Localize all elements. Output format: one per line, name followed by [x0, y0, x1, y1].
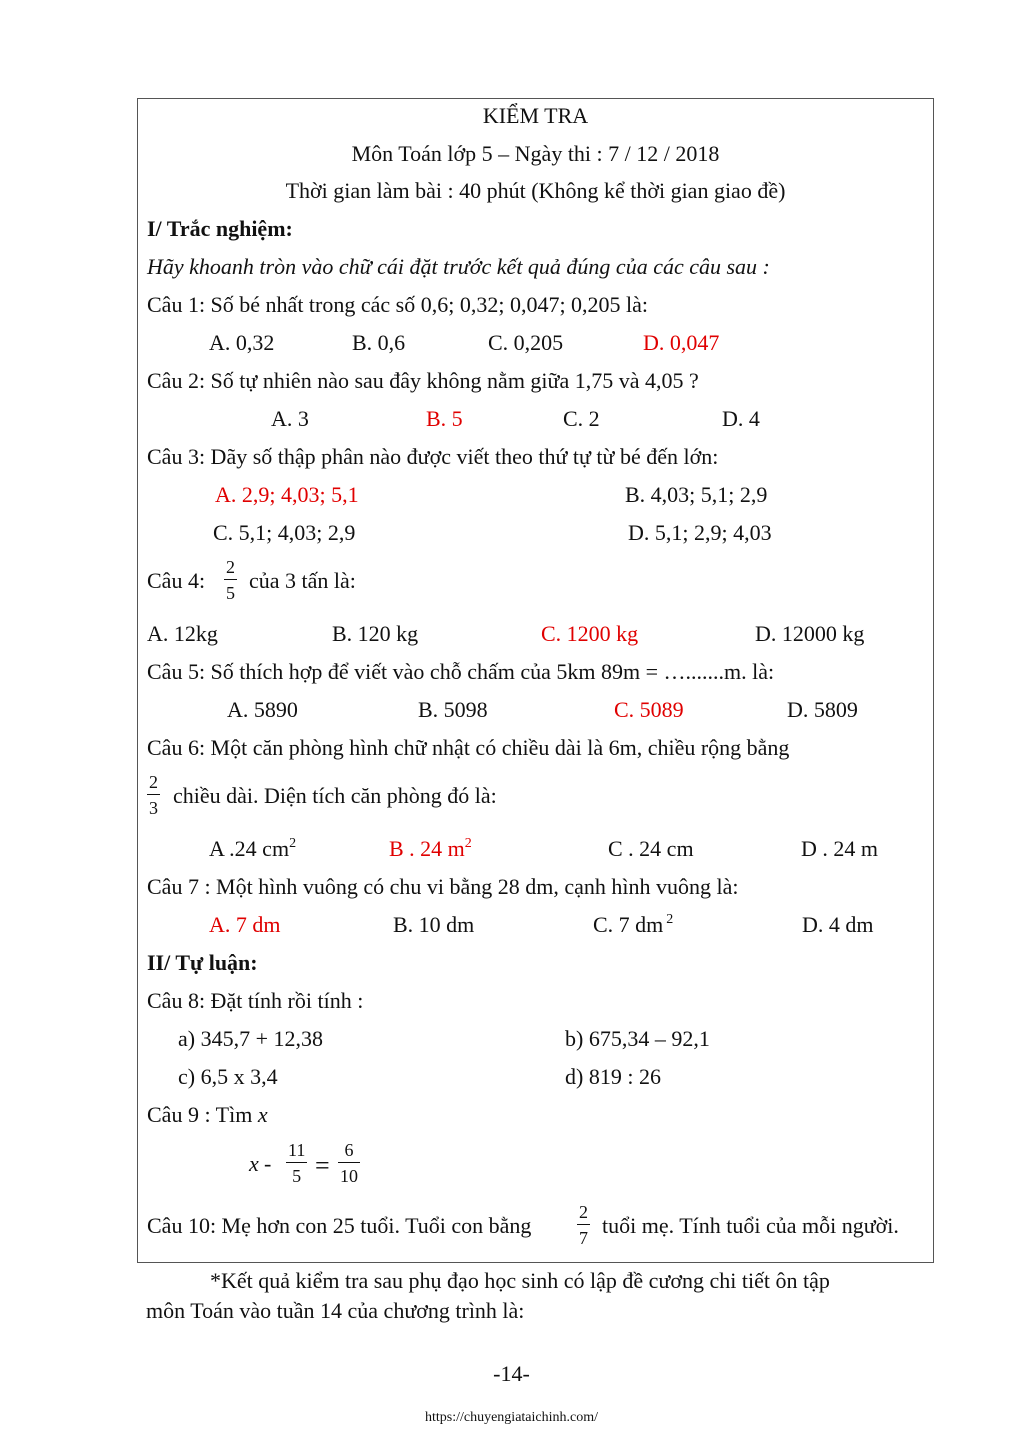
part1-instruction: Hãy khoanh tròn vào chữ cái đặt trước kết quả đúng của các câu sau : [147, 254, 770, 279]
q1-option-a: A. 0,32 [209, 330, 275, 355]
q1-text: Câu 1: Số bé nhất trong các số 0,6; 0,32; 0,047; 0,205 là: [147, 292, 649, 317]
q4-prefix: Câu 4: [147, 568, 206, 593]
q4-fraction-denominator: 5 [224, 579, 237, 602]
q6-fraction-numerator: 2 [149, 772, 158, 792]
q2-option-b-correct: B. 5 [426, 406, 463, 431]
q4-option-c-correct: C. 1200 kg [541, 621, 639, 646]
q6-option-a: A .24 $cm^2$ [209, 836, 297, 861]
q4-fraction-numerator: 2 [226, 557, 235, 577]
q5-text: Câu 5: Số thích hợp để viết vào chỗ chấm của 5km 89m = ….......m. là: [147, 659, 775, 684]
subject-line: Môn Toán lớp 5 – Ngày thi : 7 / 12 / 2018 [351, 141, 720, 166]
q7-option-c: C. 7 dm $^2$ [593, 912, 674, 937]
q6-option-b-correct: B . 24 $m^2$ [389, 836, 472, 861]
q9-fraction-1-numerator: 11 [288, 1140, 306, 1160]
q8-item-a: a) 345,7 + 12,38 [178, 1026, 323, 1051]
q9-fraction-2-numerator: 6 [344, 1140, 354, 1160]
exam-box [137, 98, 934, 1263]
q3-text: Câu 3: Dãy số thập phân nào được viết theo thứ tự từ bé đến lớn: [147, 444, 719, 469]
q1-option-c: C. 0,205 [488, 330, 564, 355]
q9-fraction-2 [338, 1141, 360, 1185]
q10-fraction-denominator: 7 [577, 1224, 590, 1247]
q7-option-a-correct: A. 7 dm [209, 912, 281, 937]
q8-item-d: d) 819 : 26 [565, 1064, 661, 1089]
q9-fraction-1-denominator: 5 [286, 1162, 307, 1185]
q9-equation-variable: x [249, 1151, 259, 1176]
q7-text: Câu 7 : Một hình vuông có chu vi bằng 28 dm, cạnh hình vuông là: [147, 874, 739, 899]
q2-option-a: A. 3 [271, 406, 309, 431]
q5-option-b: B. 5098 [418, 697, 488, 722]
q7-option-b: B. 10 dm [393, 912, 475, 937]
q4-option-a: A. 12kg [147, 621, 218, 646]
q6-fraction-denominator: 3 [147, 794, 160, 817]
q6-text: Câu 6: Một căn phòng hình chữ nhật có chiều dài là 6m, chiều rộng bằng [147, 735, 790, 760]
q8-item-c: c) 6,5 x 3,4 [178, 1064, 278, 1089]
q9-fraction-1 [286, 1141, 307, 1185]
q4-fraction [224, 558, 237, 602]
page-number: -14- [493, 1361, 530, 1386]
part1-heading: I/ Trắc nghiệm: [147, 216, 293, 241]
q3-option-c: C. 5,1; 4,03; 2,9 [213, 520, 356, 545]
q5-option-a: A. 5890 [227, 697, 298, 722]
q5-option-d: D. 5809 [787, 697, 858, 722]
q8-text: Câu 8: Đặt tính rồi tính : [147, 988, 364, 1013]
q9-equation-equals: = [315, 1151, 330, 1180]
q4-option-d: D. 12000 kg [755, 621, 865, 646]
q9-equation-minus: - [264, 1151, 272, 1176]
q10-prefix: Câu 10: Mẹ hơn con 25 tuổi. Tuổi con bằng [147, 1213, 532, 1238]
q3-option-b: B. 4,03; 5,1; 2,9 [625, 482, 768, 507]
q5-option-c-correct: C. 5089 [614, 697, 684, 722]
q2-text: Câu 2: Số tự nhiên nào sau đây không nằm giữa 1,75 và 4,05 ? [147, 368, 699, 393]
q10-fraction-numerator: 2 [579, 1202, 588, 1222]
q1-option-b: B. 0,6 [352, 330, 406, 355]
q6-fraction [147, 773, 160, 817]
q8-item-b: b) 675,34 – 92,1 [565, 1026, 710, 1051]
time-line: Thời gian làm bài : 40 phút (Không kể thời gian giao đề) [285, 178, 786, 203]
q6-option-d: D . 24 m [801, 836, 878, 861]
q9-text: Câu 9 : Tìm x [147, 1102, 268, 1127]
q10-suffix: tuổi mẹ. Tính tuổi của mỗi người. [602, 1213, 899, 1238]
q2-option-d: D. 4 [722, 406, 760, 431]
q9-fraction-2-denominator: 10 [338, 1162, 360, 1185]
q2-option-c: C. 2 [563, 406, 600, 431]
q4-option-b: B. 120 kg [332, 621, 419, 646]
part2-heading: II/ Tự luận: [147, 950, 258, 975]
q10-fraction [577, 1203, 590, 1247]
q6-continuation: chiều dài. Diện tích căn phòng đó là: [173, 783, 497, 808]
note-line-1: *Kết quả kiểm tra sau phụ đạo học sinh có lập đề cương chi tiết ôn tập [210, 1268, 830, 1293]
exam-title: KIỂM TRA [482, 103, 589, 128]
q7-option-d: D. 4 dm [802, 912, 874, 937]
note-line-2: môn Toán vào tuần 14 của chương trình là: [146, 1298, 525, 1323]
q1-option-d-correct: D. 0,047 [643, 330, 720, 355]
source-url: https://chuyengiataichinh.com/ [424, 1410, 599, 1425]
q3-option-d: D. 5,1; 2,9; 4,03 [628, 520, 772, 545]
q6-option-c: C . 24 cm [608, 836, 694, 861]
q4-suffix: của 3 tấn là: [249, 568, 356, 593]
q3-option-a-correct: A. 2,9; 4,03; 5,1 [215, 482, 359, 507]
